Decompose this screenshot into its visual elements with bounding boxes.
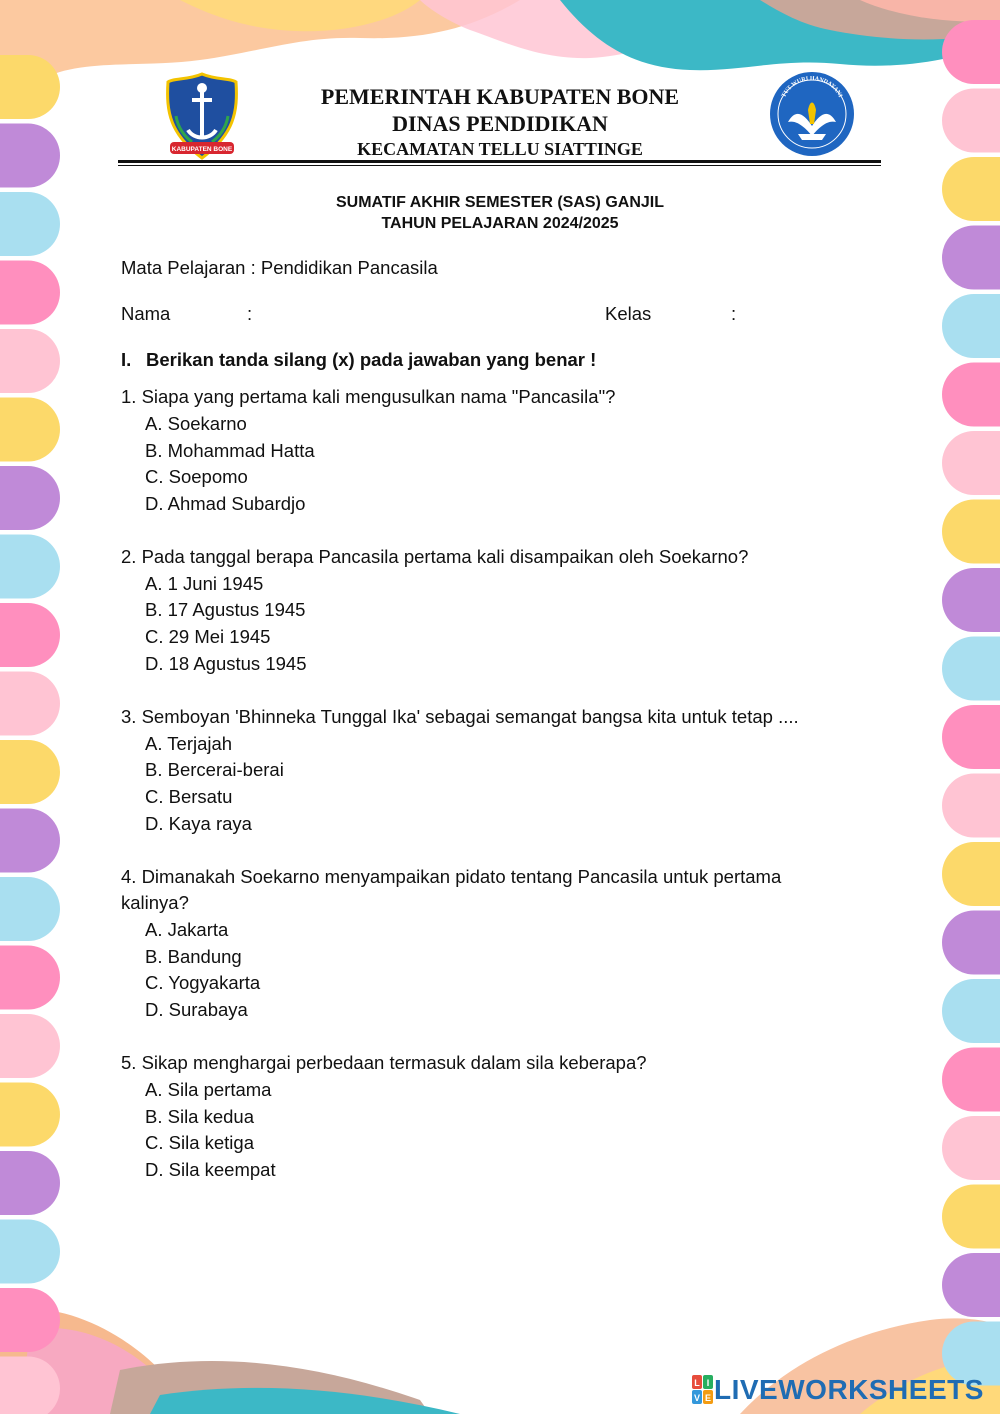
svg-text:L: L xyxy=(694,1378,700,1388)
svg-text:E: E xyxy=(704,1393,712,1403)
question-4: 4. Dimanakah Soekarno menyampaikan pidato tentang Pancasila untuk pertama xyxy=(121,866,782,887)
svg-text:V: V xyxy=(693,1393,701,1403)
left-border-dot xyxy=(0,877,60,941)
left-border-dot xyxy=(0,1151,60,1215)
question-3-option-d[interactable]: D. Kaya raya xyxy=(145,813,252,834)
left-border-dot xyxy=(0,740,60,804)
question-5: 5. Sikap menghargai perbedaan termasuk dalam sila keberapa? xyxy=(121,1052,647,1073)
question-3-option-a[interactable]: A. Terjajah xyxy=(145,733,233,754)
question-5-option-c[interactable]: C. Sila ketiga xyxy=(145,1132,254,1153)
right-border-dot xyxy=(942,979,1000,1043)
left-border-dots xyxy=(0,55,60,1414)
question-5-option-a[interactable]: A. Sila pertama xyxy=(145,1079,272,1100)
kabupaten-bone-logo-text: KABUPATEN BONE xyxy=(171,146,233,153)
left-border-dot xyxy=(0,535,60,599)
right-border-dot xyxy=(942,1048,1000,1112)
question-4-option-c[interactable]: C. Yogyakarta xyxy=(145,972,261,993)
left-border-dot xyxy=(0,466,60,530)
instruction-text: Berikan tanda silang (x) pada jawaban yang benar ! xyxy=(146,349,597,370)
svg-text:I: I xyxy=(706,1378,710,1388)
question-1-option-b[interactable]: B. Mohammad Hatta xyxy=(145,440,315,461)
question-2-option-d[interactable]: D. 18 Agustus 1945 xyxy=(145,653,307,674)
right-border-dot xyxy=(942,568,1000,632)
exam-title: SUMATIF AKHIR SEMESTER (SAS) GANJIL xyxy=(335,194,664,211)
right-border-dot xyxy=(942,1253,1000,1317)
left-border-dot xyxy=(0,1083,60,1147)
question-3: 3. Semboyan 'Bhinneka Tunggal Ika' sebagai semangat bangsa kita untuk tetap .... xyxy=(121,706,799,727)
question-4-continued: kalinya? xyxy=(121,892,189,913)
right-border-dot xyxy=(942,294,1000,358)
question-1: 1. Siapa yang pertama kali mengusulkan nama "Pancasila"? xyxy=(121,386,616,407)
class-label: Kelas xyxy=(605,303,652,324)
left-border-dot xyxy=(0,1220,60,1284)
question-3-option-b[interactable]: B. Bercerai-berai xyxy=(145,759,284,780)
question-2-option-c[interactable]: C. 29 Mei 1945 xyxy=(145,626,271,647)
right-border-dot xyxy=(942,911,1000,975)
right-border-dot xyxy=(942,1185,1000,1249)
name-colon: : xyxy=(247,303,253,324)
liveworksheets-text: LIVEWORKSHEETS xyxy=(714,1374,984,1405)
question-4-option-a[interactable]: A. Jakarta xyxy=(145,919,229,940)
liveworksheets-badge-icon xyxy=(692,1375,714,1405)
left-border-dot xyxy=(0,398,60,462)
left-border-dot xyxy=(0,672,60,736)
left-border-dot xyxy=(0,261,60,325)
question-1-option-c[interactable]: C. Soepomo xyxy=(145,466,248,487)
letterhead-rule-thin xyxy=(118,165,881,166)
left-border-dot xyxy=(0,946,60,1010)
question-4-option-d[interactable]: D. Surabaya xyxy=(145,999,248,1020)
left-border-dot xyxy=(0,1014,60,1078)
right-border-dot xyxy=(942,226,1000,290)
left-border-dot xyxy=(0,809,60,873)
question-2: 2. Pada tanggal berapa Pancasila pertama kali disampaikan oleh Soekarno? xyxy=(121,546,749,567)
class-colon: : xyxy=(731,303,737,324)
name-label: Nama xyxy=(121,303,171,324)
question-1-option-a[interactable]: A. Soekarno xyxy=(145,413,247,434)
subject-line: Mata Pelajaran : Pendidikan Pancasila xyxy=(121,257,438,278)
right-border-dot xyxy=(942,705,1000,769)
question-2-option-a[interactable]: A. 1 Juni 1945 xyxy=(145,573,264,594)
tut-wuri-logo-text: TUT WURI HANDAYANI xyxy=(781,75,843,99)
letterhead-department: DINAS PENDIDIKAN xyxy=(392,111,608,136)
letterhead-district: KECAMATAN TELLU SIATTINGE xyxy=(357,139,643,159)
right-border-dot xyxy=(942,842,1000,906)
letterhead-government: PEMERINTAH KABUPATEN BONE xyxy=(320,84,680,109)
question-1-option-d[interactable]: D. Ahmad Subardjo xyxy=(145,493,306,514)
right-border-dot xyxy=(942,431,1000,495)
right-border-dot xyxy=(942,774,1000,838)
question-4-option-b[interactable]: B. Bandung xyxy=(145,946,242,967)
question-5-option-b[interactable]: B. Sila kedua xyxy=(145,1106,255,1127)
left-border-dot xyxy=(0,329,60,393)
exam-year: TAHUN PELAJARAN 2024/2025 xyxy=(381,215,619,232)
right-border-dot xyxy=(942,1116,1000,1180)
question-3-option-c[interactable]: C. Bersatu xyxy=(145,786,233,807)
right-border-dot xyxy=(942,363,1000,427)
left-border-dot xyxy=(0,603,60,667)
instruction-number: I. xyxy=(121,349,132,370)
liveworksheets-watermark[interactable] xyxy=(692,1372,984,1408)
letterhead-rule-thick xyxy=(118,160,881,163)
right-border-dot xyxy=(942,637,1000,701)
question-2-option-b[interactable]: B. 17 Agustus 1945 xyxy=(145,599,306,620)
question-5-option-d[interactable]: D. Sila keempat xyxy=(145,1159,276,1180)
right-border-dot xyxy=(942,500,1000,564)
